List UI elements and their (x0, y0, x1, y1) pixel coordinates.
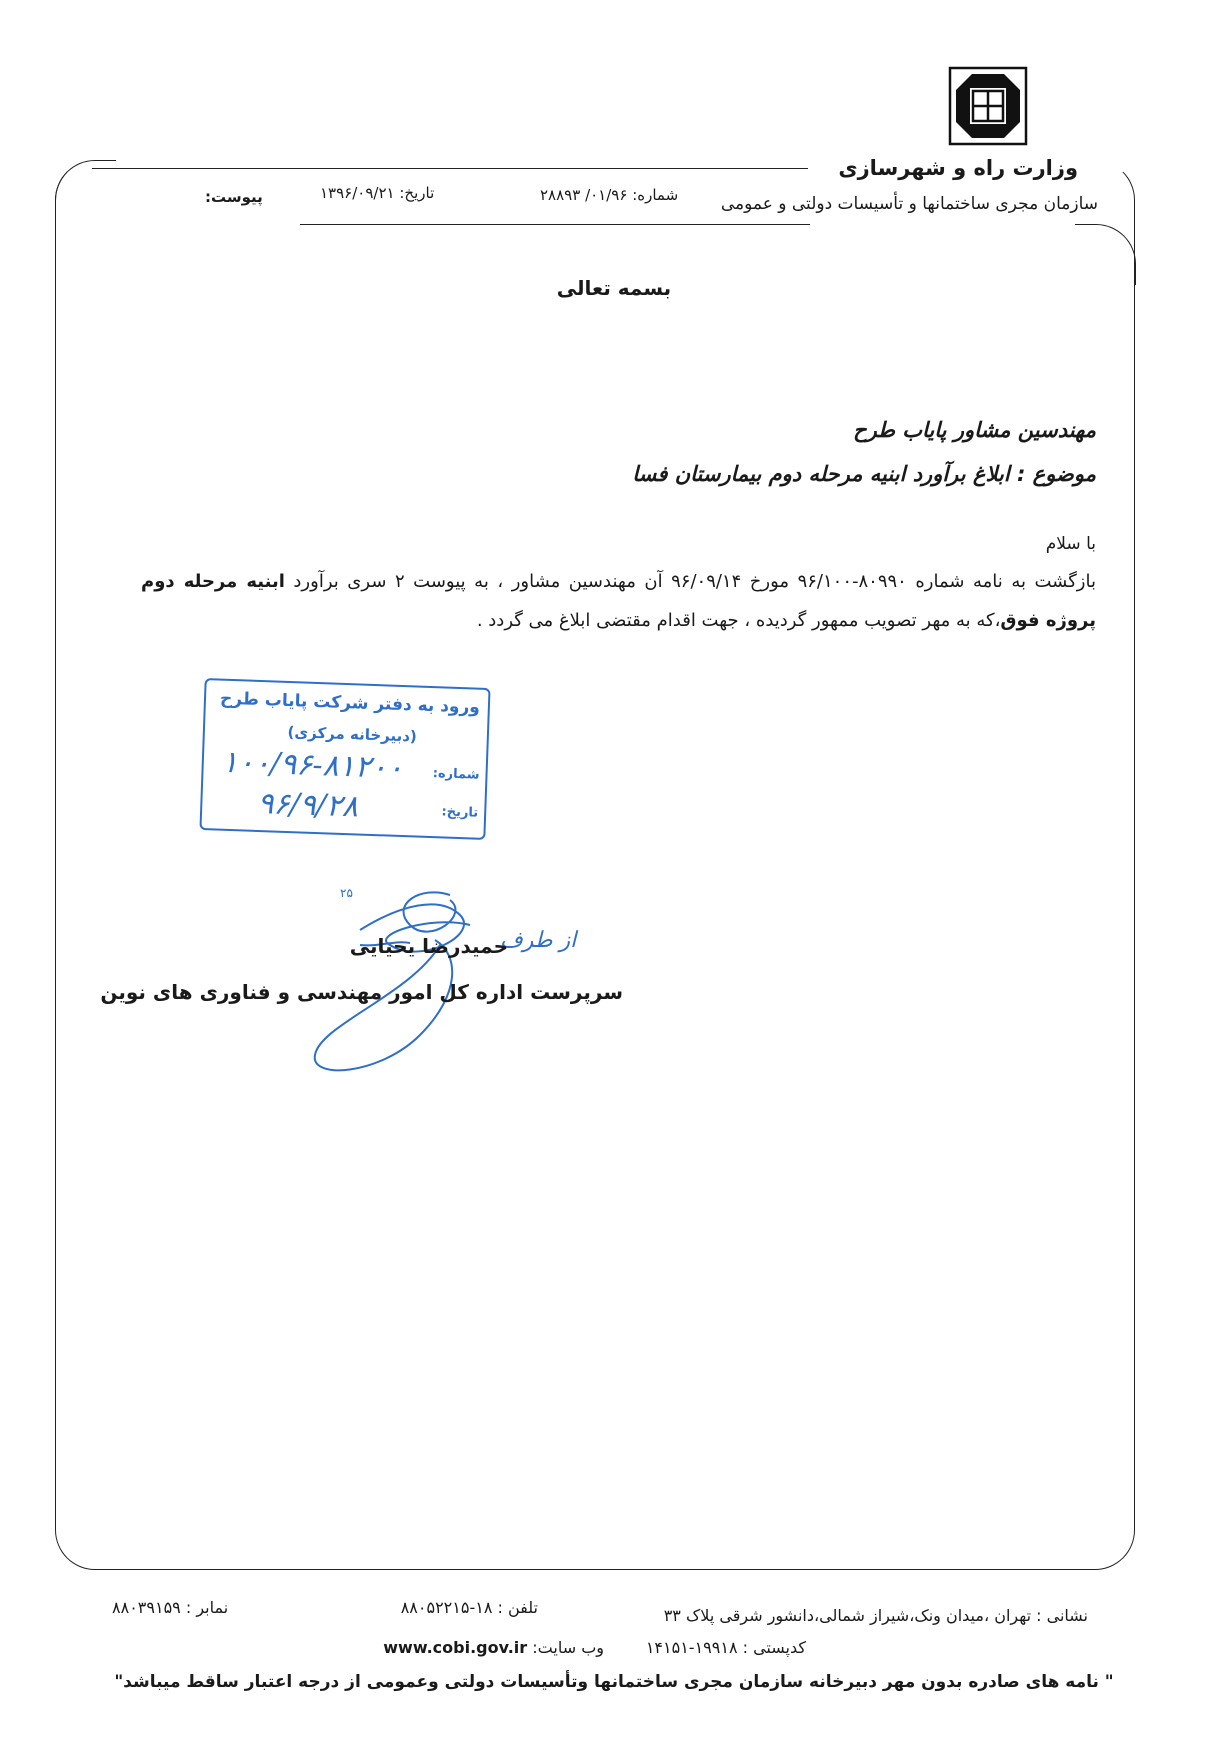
ministry-name: وزارت راه و شهرسازی (838, 156, 1078, 180)
stamp-date-label: تاریخ: (441, 804, 479, 821)
letter-body-paragraph (141, 562, 1096, 640)
letter-date-value: ۱۳۹۶/۰۹/۲۱ (320, 184, 395, 202)
svg-text:۲۵: ۲۵ (340, 886, 353, 900)
letter-frame (55, 160, 1135, 1570)
paragraph-part-2: ،که به مهر تصویب ممهور گردیده ، جهت اقدام مقتضی ابلاغ می گردد . (476, 610, 1001, 631)
attachment-label: پیوست: (205, 188, 263, 206)
subject-line: موضوع : ابلاغ برآورد ابنیه مرحله دوم بیمارستان فسا (632, 462, 1096, 486)
addressee: مهندسین مشاور پایاب طرح (853, 418, 1096, 442)
footer-address: نشانی : تهران ،میدان ونک،شیراز شمالی،دانشور شرقی پلاک ۳۳ (663, 1606, 1088, 1625)
greeting: با سلام (1045, 534, 1096, 554)
frame-corner-top-left (55, 160, 116, 221)
paragraph-part-1: بازگشت به نامه شماره ۸۰۹۹۰-۹۶/۱۰۰ مورخ ۹۶/۰۹/۱۴ آن مهندسین مشاور ، به پیوست ۲ سری برآورد (284, 571, 1096, 592)
footer-validity-notice: " نامه های صادره بدون مهر دبیرخانه سازمان مجری ساختمانها وتأسیسات دولتی وعمومی از درجه اعتبار ساقط میباشد" (114, 1672, 1114, 1692)
bismillah-heading: بسمه تعالی (556, 276, 672, 300)
letter-number-value: ۰۱/۹۶/ ۲۸۸۹۳ (540, 186, 628, 204)
signer-title: سرپرست اداره کل امور مهندسی و فناوری های نوین (100, 980, 623, 1004)
signer-name: حمیدرضا یحیایی (349, 934, 508, 958)
stamp-subtitle: (دبیرخانه مرکزی) (287, 722, 418, 746)
receipt-stamp (199, 678, 490, 840)
letter-number-label: شماره: (632, 186, 679, 204)
organization-name: سازمان مجری ساختمانها و تأسیسات دولتی و عمومی (720, 194, 1098, 214)
organization-logo (948, 66, 1028, 146)
stamp-title: ورود به دفتر شرکت پایاب طرح (219, 688, 481, 718)
footer-phone: تلفن : ۱۸-۸۸۰۵۲۲۱۵ (400, 1598, 538, 1617)
footer-fax: نمابر : ۸۸۰۳۹۱۵۹ (112, 1598, 229, 1617)
on-behalf-note: از طرف (500, 928, 577, 953)
paragraph-bold-part: ابنیه مرحله دوم پروژه فوق (141, 571, 1096, 631)
stamp-number-label: شماره: (432, 766, 480, 783)
website-label: وب سایت: (532, 1638, 604, 1657)
stamp-number-value: ۱۰۰/۹۶-۸۱۲۰۰ (221, 744, 404, 787)
letter-date-label: تاریخ: (399, 184, 435, 202)
website-link[interactable]: www.cobi.gov.ir (383, 1638, 528, 1657)
footer-postal-code: کدپستی : ۱۹۹۱۸-۱۴۱۵۱ (645, 1638, 806, 1657)
stamp-date-value: ۹۶/۹/۲۸ (256, 785, 359, 825)
footer-website (383, 1638, 604, 1657)
